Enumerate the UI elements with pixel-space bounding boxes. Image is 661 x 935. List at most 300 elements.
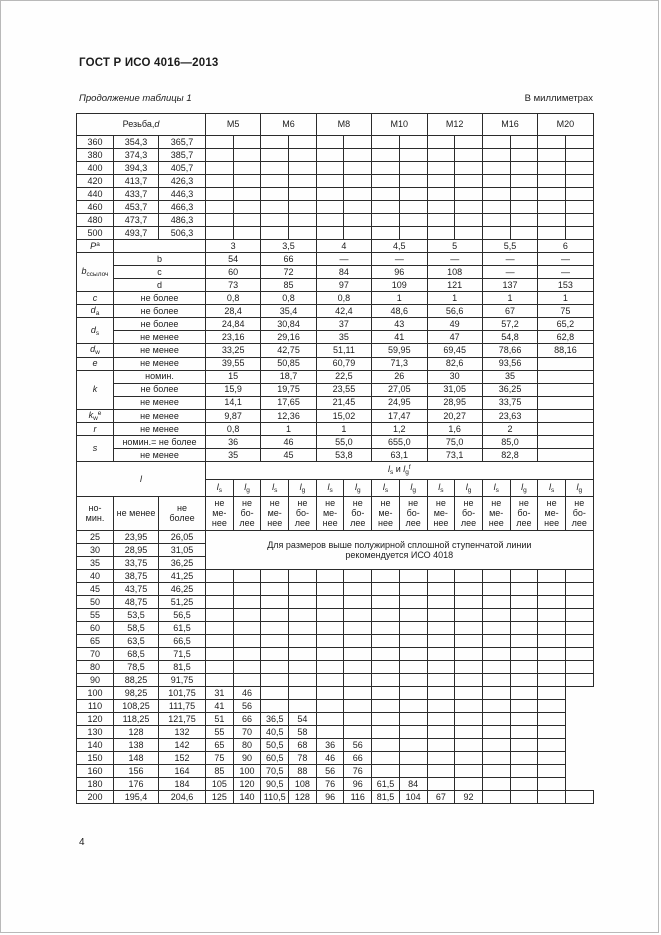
table-cell (565, 595, 593, 608)
table-cell (427, 569, 455, 582)
table-cell: 365,7 (159, 136, 206, 149)
table-cell (233, 201, 261, 214)
table-cell: 41 (206, 699, 234, 712)
table-row (77, 608, 594, 621)
table-cell (455, 647, 483, 660)
table-cell (114, 240, 206, 253)
table-cell (538, 201, 566, 214)
table-cell: 56 (344, 738, 372, 751)
table-cell: 128 (289, 790, 317, 803)
table-cell: b (114, 253, 206, 266)
table-cell (344, 712, 372, 725)
table-cell (427, 647, 455, 660)
table-cell (455, 162, 483, 175)
table-cell (233, 162, 261, 175)
table-cell (482, 175, 510, 188)
table-cell (482, 660, 510, 673)
table-cell: 100 (233, 764, 261, 777)
table-cell: 380 (77, 149, 114, 162)
table-cell (455, 764, 483, 777)
table-cell: 98,25 (114, 686, 159, 699)
table-cell: $l_g$ (510, 479, 538, 496)
table-cell (427, 201, 455, 214)
table-cell (510, 764, 538, 777)
table-row (77, 660, 594, 673)
table-cell: d (114, 279, 206, 292)
table-cell: 29,16 (261, 331, 316, 344)
table-cell: 2 (482, 422, 537, 435)
table-cell (316, 608, 344, 621)
table-cell: — (538, 266, 593, 279)
table-cell (261, 569, 289, 582)
table-cell (372, 188, 400, 201)
table-cell: 120 (233, 777, 261, 790)
table-cell (399, 595, 427, 608)
table-row (77, 240, 594, 253)
table-cell (261, 660, 289, 673)
table-cell: 37 (316, 318, 371, 331)
table-cell (538, 634, 566, 647)
table-cell (372, 175, 400, 188)
table-cell: 15,9 (206, 383, 261, 396)
table-cell (510, 660, 538, 673)
table-cell (455, 227, 483, 240)
table-cell (455, 699, 483, 712)
table-cell (233, 673, 261, 686)
table-cell (372, 738, 400, 751)
table-cell: $l_g$ (344, 479, 372, 496)
table-cell: 66 (344, 751, 372, 764)
table-cell: — (427, 253, 482, 266)
table-row (77, 214, 594, 227)
table-cell: 36,25 (159, 556, 206, 569)
table-cell (399, 686, 427, 699)
table-cell: 68 (289, 738, 317, 751)
table-cell: 433,7 (114, 188, 159, 201)
table-cell (482, 582, 510, 595)
table-cell: 1 (538, 292, 593, 305)
table-cell (316, 149, 344, 162)
table-cell: 51,25 (159, 595, 206, 608)
table-cell (510, 201, 538, 214)
table-cell (399, 175, 427, 188)
table-cell: 19,75 (261, 383, 316, 396)
table-cell (565, 188, 593, 201)
table-cell (399, 582, 427, 595)
table-cell: 61,5 (159, 621, 206, 634)
table-cell: r (77, 422, 114, 435)
table-cell: $d_s$ (77, 318, 114, 344)
table-cell (206, 227, 234, 240)
table-cell: Для размеров выше полужирной сплошной ступенчатой линии рекомендуется ИСО 4018 (206, 530, 594, 569)
table-cell (510, 136, 538, 149)
table-cell: 23,95 (114, 530, 159, 543)
table-cell: 46 (261, 435, 316, 448)
table-cell (510, 634, 538, 647)
table-cell: 96 (372, 266, 427, 279)
table-cell: 23,55 (316, 383, 371, 396)
table-cell: $d_a$ (77, 305, 114, 318)
table-row (77, 790, 594, 803)
table-cell (344, 188, 372, 201)
table-cell (344, 214, 372, 227)
table-cell (538, 595, 566, 608)
table-cell: 426,3 (159, 175, 206, 188)
table-cell (316, 227, 344, 240)
table-cell (289, 188, 317, 201)
table-cell: 31,05 (159, 543, 206, 556)
table-cell (372, 686, 400, 699)
table-cell (233, 660, 261, 673)
table-row (77, 461, 594, 479)
table-cell (372, 634, 400, 647)
table-cell (427, 712, 455, 725)
table-row (77, 305, 594, 318)
table-row (77, 162, 594, 175)
table-cell (482, 149, 510, 162)
table-cell (455, 188, 483, 201)
table-cell: не бо- лее (510, 496, 538, 530)
table-cell (261, 227, 289, 240)
table-row (77, 253, 594, 266)
table-cell (427, 188, 455, 201)
table-cell (261, 582, 289, 595)
table-cell (316, 214, 344, 227)
table-cell (399, 725, 427, 738)
table-cell (206, 162, 234, 175)
table-cell (482, 738, 510, 751)
table-cell (399, 660, 427, 673)
table-cell: 96 (316, 790, 344, 803)
table-cell (427, 621, 455, 634)
table-cell (344, 569, 372, 582)
table-cell: $d_w$ (77, 344, 114, 357)
table-cell: 184 (159, 777, 206, 790)
table-cell (455, 777, 483, 790)
table-cell (261, 214, 289, 227)
table-row (77, 357, 594, 370)
table-cell: 60 (206, 266, 261, 279)
table-cell (455, 751, 483, 764)
table-cell (399, 634, 427, 647)
table-cell (538, 188, 566, 201)
table-cell (427, 777, 455, 790)
table-cell: 493,7 (114, 227, 159, 240)
table-cell: $l_g$ (233, 479, 261, 496)
table-cell: 28,4 (206, 305, 261, 318)
table-cell: 56 (233, 699, 261, 712)
table-cell (455, 149, 483, 162)
table-cell: 35 (77, 556, 114, 569)
table-cell: 97 (316, 279, 371, 292)
table-row (77, 175, 594, 188)
table-cell: 1,6 (427, 422, 482, 435)
table-cell: 0,8 (206, 422, 261, 435)
table-cell: 45 (261, 448, 316, 461)
table-cell: 67 (482, 305, 537, 318)
table-cell (261, 673, 289, 686)
table-cell (427, 214, 455, 227)
table-cell (233, 227, 261, 240)
table-cell (565, 660, 593, 673)
table-cell: 204,6 (159, 790, 206, 803)
table-cell: $l_s$ (372, 479, 400, 496)
table-cell (399, 764, 427, 777)
table-cell (510, 699, 538, 712)
table-cell: 506,3 (159, 227, 206, 240)
table-cell: 473,7 (114, 214, 159, 227)
table-cell: 58,5 (114, 621, 159, 634)
table-cell (455, 608, 483, 621)
table-cell (261, 162, 289, 175)
table-cell (538, 357, 593, 370)
table-cell (565, 647, 593, 660)
table-cell: не менее (114, 344, 206, 357)
table-cell (427, 175, 455, 188)
table-cell: не ме- нее (427, 496, 455, 530)
table-cell: 80 (77, 660, 114, 673)
table-cell: не бо- лее (344, 496, 372, 530)
table-cell: 108,25 (114, 699, 159, 712)
table-cell (261, 634, 289, 647)
table-cell: 128 (114, 725, 159, 738)
table-cell (482, 686, 510, 699)
table-cell: 90,5 (261, 777, 289, 790)
table-cell: 121 (427, 279, 482, 292)
table-cell: 39,55 (206, 357, 261, 370)
table-row (77, 496, 594, 530)
table-cell (482, 751, 510, 764)
table-cell (289, 214, 317, 227)
table-cell: 3,5 (261, 240, 316, 253)
table-cell: $l_s$ (261, 479, 289, 496)
table-cell: 17,47 (372, 409, 427, 422)
table-cell: 41,25 (159, 569, 206, 582)
table-cell (316, 686, 344, 699)
table-cell: 394,3 (114, 162, 159, 175)
table-cell (510, 790, 538, 803)
table-cell: 4,5 (372, 240, 427, 253)
table-cell (510, 647, 538, 660)
table-cell (233, 188, 261, 201)
table-cell: 108 (427, 266, 482, 279)
page-number: 4 (79, 837, 85, 848)
table-cell (289, 621, 317, 634)
table-cell: 446,3 (159, 188, 206, 201)
table-cell (344, 595, 372, 608)
table-cell: 35 (316, 331, 371, 344)
table-cell (399, 162, 427, 175)
table-cell: 59,95 (372, 344, 427, 357)
table-cell (372, 699, 400, 712)
table-cell: 137 (482, 279, 537, 292)
table-cell: 108 (289, 777, 317, 790)
table-cell (399, 751, 427, 764)
table-cell (538, 162, 566, 175)
table-cell (372, 214, 400, 227)
table-cell (399, 699, 427, 712)
table-cell (427, 764, 455, 777)
table-cell: 58 (289, 725, 317, 738)
table-cell: $l_g$ (455, 479, 483, 496)
table-cell (538, 738, 566, 751)
table-cell: 70 (77, 647, 114, 660)
table-cell (372, 582, 400, 595)
table-cell (538, 409, 593, 422)
table-cell: М20 (538, 114, 593, 136)
table-cell (344, 162, 372, 175)
table-cell: 655,0 (372, 435, 427, 448)
table-cell: 110 (77, 699, 114, 712)
table-cell (289, 660, 317, 673)
table-cell: 78,5 (114, 660, 159, 673)
table-cell: не менее (114, 396, 206, 409)
table-cell: 26 (372, 370, 427, 383)
table-cell: 35,4 (261, 305, 316, 318)
table-cell: 0,8 (316, 292, 371, 305)
table-cell: но- мин. (77, 496, 114, 530)
table-cell: l (77, 461, 206, 496)
table-cell (344, 582, 372, 595)
table-cell (510, 686, 538, 699)
table-cell: 33,25 (206, 344, 261, 357)
table-cell (455, 738, 483, 751)
table-cell (399, 647, 427, 660)
table-cell (510, 569, 538, 582)
table-cell: 38,75 (114, 569, 159, 582)
table-cell: 90 (233, 751, 261, 764)
table-cell (399, 608, 427, 621)
table-cell: c (114, 266, 206, 279)
table-cell (261, 647, 289, 660)
table-cell: не ме- нее (538, 496, 566, 530)
table-cell: 56,6 (427, 305, 482, 318)
table-cell: 90 (77, 673, 114, 686)
table-cell: не более (114, 383, 206, 396)
table-cell (482, 634, 510, 647)
table-cell: 75,0 (427, 435, 482, 448)
table-cell (510, 595, 538, 608)
table-cell (372, 201, 400, 214)
table-cell: 109 (372, 279, 427, 292)
table-cell (565, 201, 593, 214)
table-cell: 42,75 (261, 344, 316, 357)
table-cell: 24,95 (372, 396, 427, 409)
table-cell (372, 149, 400, 162)
table-cell (427, 136, 455, 149)
table-cell: 48,6 (372, 305, 427, 318)
table-cell (510, 738, 538, 751)
table-cell: 71,3 (372, 357, 427, 370)
table-row (77, 448, 594, 461)
table-cell (261, 149, 289, 162)
table-cell (510, 227, 538, 240)
table-row (77, 621, 594, 634)
table-cell: 354,3 (114, 136, 159, 149)
table-cell (316, 188, 344, 201)
table-cell: 55 (206, 725, 234, 738)
table-cell (206, 634, 234, 647)
table-cell (538, 435, 593, 448)
table-cell: 91,75 (159, 673, 206, 686)
table-cell (455, 569, 483, 582)
table-cell: 85 (206, 764, 234, 777)
table-cell: 85 (261, 279, 316, 292)
table-cell: 48,75 (114, 595, 159, 608)
table-cell (427, 686, 455, 699)
table-row (77, 318, 594, 331)
table-cell (482, 227, 510, 240)
table-cell (289, 569, 317, 582)
table-cell (427, 738, 455, 751)
table-cell: 46 (233, 686, 261, 699)
table-cell (510, 777, 538, 790)
table-cell: 60 (77, 621, 114, 634)
table-cell (206, 569, 234, 582)
table-cell: 49 (427, 318, 482, 331)
table-cell (344, 136, 372, 149)
table-cell (372, 764, 400, 777)
table-cell (482, 136, 510, 149)
table-row (77, 673, 594, 686)
table-cell: 153 (538, 279, 593, 292)
table-cell (455, 673, 483, 686)
table-cell: 152 (159, 751, 206, 764)
table-cell (289, 136, 317, 149)
table-cell (565, 582, 593, 595)
table-cell: 0,8 (206, 292, 261, 305)
table-cell (316, 660, 344, 673)
table-cell (427, 751, 455, 764)
table-row (77, 292, 594, 305)
table-cell: не ме- нее (482, 496, 510, 530)
table-cell (482, 608, 510, 621)
table-cell: 50 (77, 595, 114, 608)
table-cell: 5 (427, 240, 482, 253)
table-cell (427, 673, 455, 686)
table-cell (455, 725, 483, 738)
table-cell (372, 751, 400, 764)
table-cell: $l_g$ (399, 479, 427, 496)
table-cell: 93,56 (482, 357, 537, 370)
table-cell (316, 595, 344, 608)
table-cell: k (77, 370, 114, 409)
table-cell: 60,79 (316, 357, 371, 370)
table-row (77, 634, 594, 647)
table-cell: 101,75 (159, 686, 206, 699)
table-cell (344, 699, 372, 712)
table-cell (427, 660, 455, 673)
table-cell (427, 227, 455, 240)
table-cell (482, 764, 510, 777)
table-cell (289, 162, 317, 175)
table-cell: 54 (206, 253, 261, 266)
table-row (77, 370, 594, 383)
table-cell (344, 660, 372, 673)
table-cell: 132 (159, 725, 206, 738)
table-cell: 420 (77, 175, 114, 188)
table-cell (510, 751, 538, 764)
table-cell (538, 383, 593, 396)
table-cell: 400 (77, 162, 114, 175)
table-cell (482, 790, 510, 803)
table-cell: не более (159, 496, 206, 530)
table-cell: s (77, 435, 114, 461)
table-cell: 12,36 (261, 409, 316, 422)
table-cell: 72 (261, 266, 316, 279)
dimension-table (76, 113, 594, 804)
table-row (77, 764, 594, 777)
